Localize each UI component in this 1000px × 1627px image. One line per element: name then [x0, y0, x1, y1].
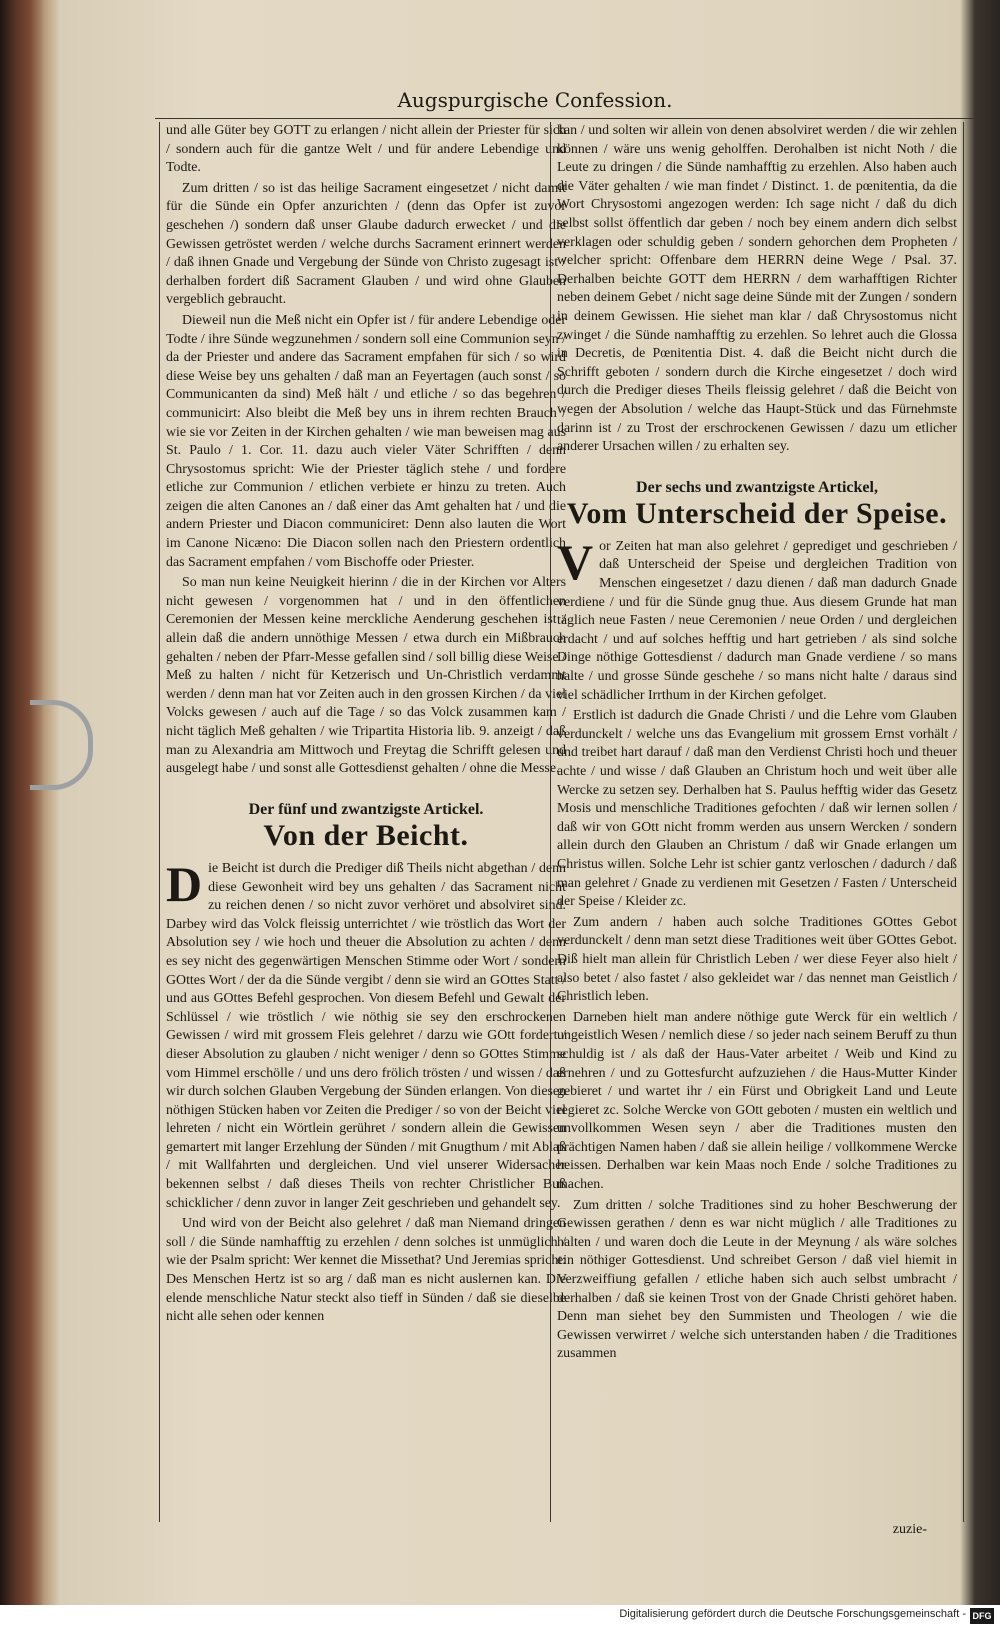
dfg-logo: DFG	[970, 1608, 994, 1624]
article-25-paragraph	[166, 855, 566, 1213]
catchword: zuzie-	[892, 1522, 927, 1537]
printed-page	[95, 40, 975, 1600]
footer-credit: Digitalisierung gefördert durch die Deutsche Forschungsgemeinschaft -	[619, 1608, 966, 1620]
left-paragraph: Zum dritten / so ist das heilige Sacrament eingesetzet / nicht damit für die Sünde ein Opfer anzurichten / (denn das Opfer ist zuvor geschehen /) sondern daß unser Glaube dadurch erwecket / und die Gewissen getröstet werden / welche durchs Sacrament erinnert werden / daß ihnen Gnade und Vergebung der Sünde von Christo zugesagt ist / derhalben fordert diß Sacrament Glauben / und wird ohne Glauben vergeblich gebraucht.	[166, 180, 566, 308]
article-26-paragraph: Zum andern / haben auch solche Traditiones GOttes Gebot verdunckelt / denn man setzt diese Traditiones weit über GOttes Gebot. Diß hielt man allein für Christlich Leben / wer diese Feyer also hielt / also betet / also fastet / also gekleidet war / das nennet man Geistlich / Christlich leben.	[557, 914, 957, 1005]
left-column	[159, 122, 566, 1522]
header-rule	[155, 118, 975, 119]
drop-cap: V	[557, 533, 594, 590]
article-26-paragraph: Darneben hielt man andere nöthige gute Werck für ein weltlich / ungeistlich Wesen / nemlich diese / so jeder nach seinem Beruff zu thun schuldig ist / als daß der Haus-Vater arbeitet / Weib und Kind zu ernehren / und zu Gottesfurcht aufzuziehen / die Haus-Mutter Kinder gebieret / und wartet ihr / ein Fürst und Obrigkeit Land und Leute regieret zc. Solche Wercke von GOtt geboten / musten ein weltlich und unvollkommen Wesen seyn / aber die Traditiones musten den prächtigen Namen haben / daß sie allein heilige / vollkommene Wercke heissen. Derhalben war kein Maas noch Ende / solche Traditiones zu machen.	[557, 1009, 957, 1193]
article-26-title: Vom Unterscheid der Speise.	[566, 497, 948, 531]
digitization-footer	[0, 1605, 1000, 1627]
article-26-paragraph	[557, 533, 957, 705]
article-26-paragraph: Zum dritten / solche Traditiones sind zu hoher Beschwerung der Gewissen gerathen / denn es war nicht müglich / alle Traditiones zu halten / und waren doch die Leute in der Meynung / als wäre solches ein nöthiger Gottesdienst. Und schreibet Gerson / daß viel hiemit in Verzweiffiung gefallen / etliche haben sich auch selbst umbracht / derhalben / daß sie keinen Trost von der Gnade Christi gehöret haben. Denn man siehet bey den Summisten und Theologen / wie die Gewissen verwirret / welche sich unterstanden haben / die Traditiones zusammen	[557, 1197, 957, 1362]
article-26-paragraph: Erstlich ist dadurch die Gnade Christi / und die Lehre vom Glauben verdunckelt / welche uns das Evangelium mit grossem Ernst vorhält / und treibet hart darauf / daß man den Verdienst Christi hoch und theuer achte / und wisse / daß Glauben an Christum hoch und weit über alle Wercke zu setzen sey. Derhalben hat S. Paulus hefftig wider das Gesetz Mosis und menschliche Traditiones gefochten / daß wir lernen sollen / daß wir von GOtt nicht fromm werden aus unsern Wercken / sondern allein durch den Glauben an Christum / daß wir Gnade erlangen um Christus willen. Solche Lehr ist schier gantz verloschen / dadurch / daß man gelehret / Gnade zu verdienen mit Gesetzen / Fasten / Unterscheid der Speise / Kleider zc.	[557, 708, 957, 910]
article-25-paragraph: Und wird von der Beicht also gelehret / daß man Niemand dringen soll / die Sünde namhafftig zu erzehlen / denn solches ist unmüglich / wie der Psalm spricht: Wer kennet die Missethat? Und Jeremias spricht: Des Menschen Hertz ist so arg / daß man es nicht auslernen kan. Die elende menschliche Natur steckt also tieff in Sünden / daß sie dieselbe nicht alle sehen oder kennen	[166, 1216, 566, 1325]
article-25-title: Von der Beicht.	[263, 819, 469, 853]
running-title: Augspurgische Confession.	[397, 88, 673, 112]
drop-cap: D	[166, 855, 203, 912]
left-paragraph: und alle Güter bey GOTT zu erlangen / nicht allein der Priester für sich / sondern auch für die gantze Welt / und für andere Lebendige und Todte.	[166, 123, 566, 176]
book-spine	[0, 0, 40, 1627]
right-column	[550, 122, 964, 1522]
article-26-text: or Zeiten hat man also gelehret / geprediget und geschrieben / daß Unterscheid der Speise und dergleichen Tradition von Menschen eingesetzet / dazu dienen / daß man dadurch Gnade verdiene / und für die Sünde gnug thue. Aus diesem Grunde hat man täglich neue Fasten / neue Ceremonien / neue Orden / und dergleichen erdacht / und auf solches hefftig und hart getrieben / als sind solche Dinge nöthige Gottesdienst / dadurch man Gnade verdiene / so mans halte / und grosse Sünde geschehe / so mans nicht halte / daraus sind viel schädlicher Irrthum in der Kirchen gefolget.	[557, 538, 957, 703]
left-paragraph: Dieweil nun die Meß nicht ein Opfer ist / für andere Lebendige oder Todte / ihre Sünde wegzunehmen / sondern soll eine Communion seyn / da der Priester und andere das Sacrament empfahen für sich / so wird diese Weise bey uns gehalten / daß man an Feyertagen (auch sonst / so Communicanten da sind) Meß hält / und etliche / so das begehren / communicirt: Also bleibt die Meß bey uns in ihrem rechten Brauch / wie sie vor Zeiten in der Kirchen gehalten / wie man beweisen mag aus St. Paulo / 1. Cor. 11. dazu auch vieler Väter Schrifften / denn Chrysostomus spricht: Wie der Priester täglich stehe / und fordere etliche zur Communion / etlichen verbiete er hinzu zu treten. Auch zeigen die alten Canones an / daß einer das Amt gehalten hat / und die andern Priester und Diacon communiciret: Denn also lauten die Wort im Canone Nicæno: Die Diacon sollen nach den Priestern ordentlich das Sacrament empfahen / vom Bischoffe oder Priester.	[166, 312, 566, 570]
left-paragraph: So man nun keine Neuigkeit hierinn / die in der Kirchen vor Alters nicht gewesen / vorgenommen hat / und in den öffentlichen Ceremonien der Messen keine merckliche Aenderung geschehen ist / allein daß die andern unnöthige Messen / etwa durch ein Mißbrauch gehalten / neben der Pfarr-Messe gefallen sind / soll billig diese Weise / Meß zu halten / nicht für Ketzerisch und Un-Christlich verdammt werden / denn man hat vor Zeiten auch in den grossen Kirchen / da viel Volcks gewesen / auch auf die Tage / so das Volck zusammen kam / nicht täglich Meß gehalten / wie Tripartita Historia lib. 9. anzeigt / daß man zu Alexandria am Mittwoch und Freytag die Schrifft gelesen und ausgelegt habe / und sonst alle Gottesdienst gehalten / ohne die Messe.	[166, 575, 566, 777]
right-paragraph: kan / und solten wir allein von denen absolviret werden / die wir zehlen können / wäre uns wenig geholffen. Derohalben ist nicht Noth / die Leute zu dringen / die Sünde namhafftig zu erzehlen. Also haben auch die Väter gehalten / wie man findet / Distinct. 1. de pœnitentia, da die Wort Chrysostomi angezogen werden: Ich sage nicht / daß du dich selbst sollst öffentlich dar geben / noch bey einem andern dich selbst verklagen oder schuldig geben / sondern gehorchen dem Propheten / welcher spricht: Offenbare dem HERRN deine Wege / Psal. 37. Derhalben beichte GOTT dem HERRN / dem warhafftigen Richter neben deinem Gebet / nicht sage deine Sünde mit der Zungen / sondern in deinem Gewissen. Hie siehet man klar / daß Chrysostomus nicht zwinget / die Sünde namhafftig zu erzehlen. So lehret auch die Glossa in Decretis, de Pœnitentia Dist. 4. daß die Beicht nicht durch die Schrifft geboten / sondern durch die Kirche eingesetzet / doch wird durch die Prediger dieses Theils fleissig gelehret / daß die Beicht von wegen der Absolution / welche das Haupt-Stück und das Fürnehmste darinn ist / zu Trost der erschrockenen Gewissen / dazu um etlicher anderer Ursachen willen / zu erhalten sey.	[557, 123, 957, 455]
article-25-label: Der fünf und zwantzigste Artickel.	[248, 800, 484, 818]
article-25-text: ie Beicht ist durch die Prediger diß Theils nicht abgethan / denn diese Gewonheit wird bey uns gehalten / das Sacrament nicht zu reichen denen / so nicht zuvor verhöret und absolviret sind. Darbey wird das Volck fleissig unterrichtet / wie tröstlich das Wort der Absolution sey / wie hoch und theuer die Absolution zu achten / denn es sey nicht des gegenwärtigen Menschen Stimme oder Wort / sondern GOttes Wort / der da die Sünde vergibt / denn sie wird an GOttes Statt / und aus GOttes Befehl gesprochen. Von diesem Befehl und Gewalt der Schlüssel / wie tröstlich / wie nöthig sie sey den erschrockenen Gewissen / wird mit grossem Fleis gelehret / darzu wie GOtt fordert / dieser Absolution zu glauben / nicht weniger / denn so GOttes Stimme vom Himmel erschölle / und uns dero frölich trösten / und wissen / daß wir durch solchen Glauben Vergebung der Sünden erlangen. Von diesen nöthigen Stücken haben vor Zeiten die Prediger / so von der Beicht viel lehreten / nicht ein Wörtlein gerühret / sondern allein die Gewissen gemartert mit langer Erzehlung der Sünden / mit Gnugthum / mit Ablaß / mit Wallfahrten und dergleichen. Und viel unserer Widersacher bekennen selbst / daß dieses Theils von rechter Christlicher Buß schicklicher / denn zuvor in langer Zeit geschrieben und gehandelt sey.	[166, 860, 566, 1211]
article-26-label: Der sechs und zwantzigste Artickel,	[636, 478, 878, 496]
